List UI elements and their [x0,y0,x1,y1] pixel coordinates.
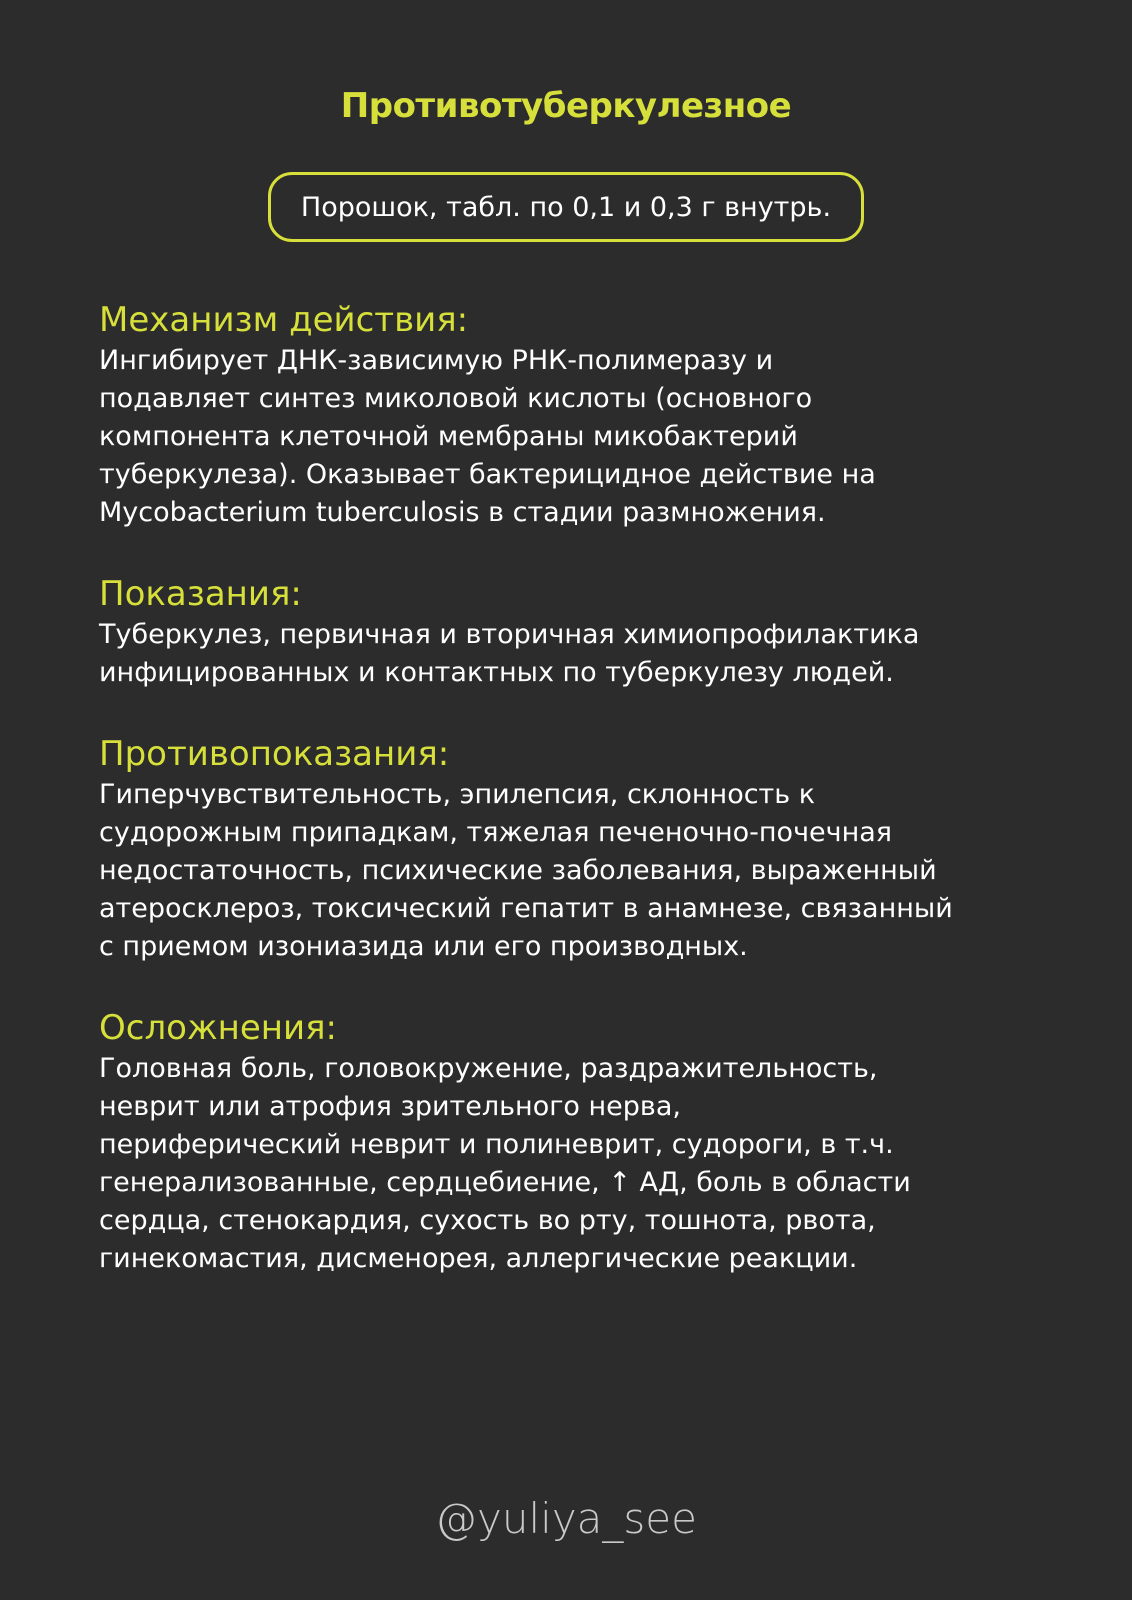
section-body: Туберкулез, первичная и вторичная химиопрофилактика инфицированных и контактных по туберкулезу людей. [99,619,920,688]
page-title: Противотуберкулезное [340,86,792,126]
section-heading: Показания: [99,574,302,614]
section-heading: Противопоказания: [99,734,450,774]
author-signature: @yuliya_see [435,1494,697,1543]
section-complications [99,1006,1059,1278]
section-indications [99,572,1059,692]
section-contraindications [99,732,1059,966]
section-body: Головная боль, головокружение, раздражительность, неврит или атрофия зрительного нерва, периферический неврит и полиневрит, судороги, в т.ч. генерализованные, сердцебиение, ↑ АД, боль в области сердца, стенокардия, сухость во рту, тошнота, рвота, гинекомастия, дисменорея, аллергические реакции. [99,1053,911,1274]
content [99,298,1059,1318]
dosage-form-badge [268,172,864,242]
section-body: Ингибирует ДНК-зависимую РНК-полимеразу и подавляет синтез миколовой кислоты (основного компонента клеточной мембраны микобактерий туберкулеза). Оказывает бактерицидное действие на Mycobacterium tuberculosis в стадии размножения. [99,345,876,528]
dosage-form-text: Порошок, табл. по 0,1 и 0,3 г внутрь. [300,191,832,223]
section-body: Гиперчувствительность, эпилепсия, склонность к судорожным припадкам, тяжелая печеночно-почечная недостаточность, психические заболевания, выраженный атеросклероз, токсический гепатит в анамнезе, связанный с приемом изониазида или его производных. [99,779,953,962]
section-heading: Механизм действия: [99,300,469,340]
section-mechanism [99,298,1059,532]
section-heading: Осложнения: [99,1008,337,1048]
